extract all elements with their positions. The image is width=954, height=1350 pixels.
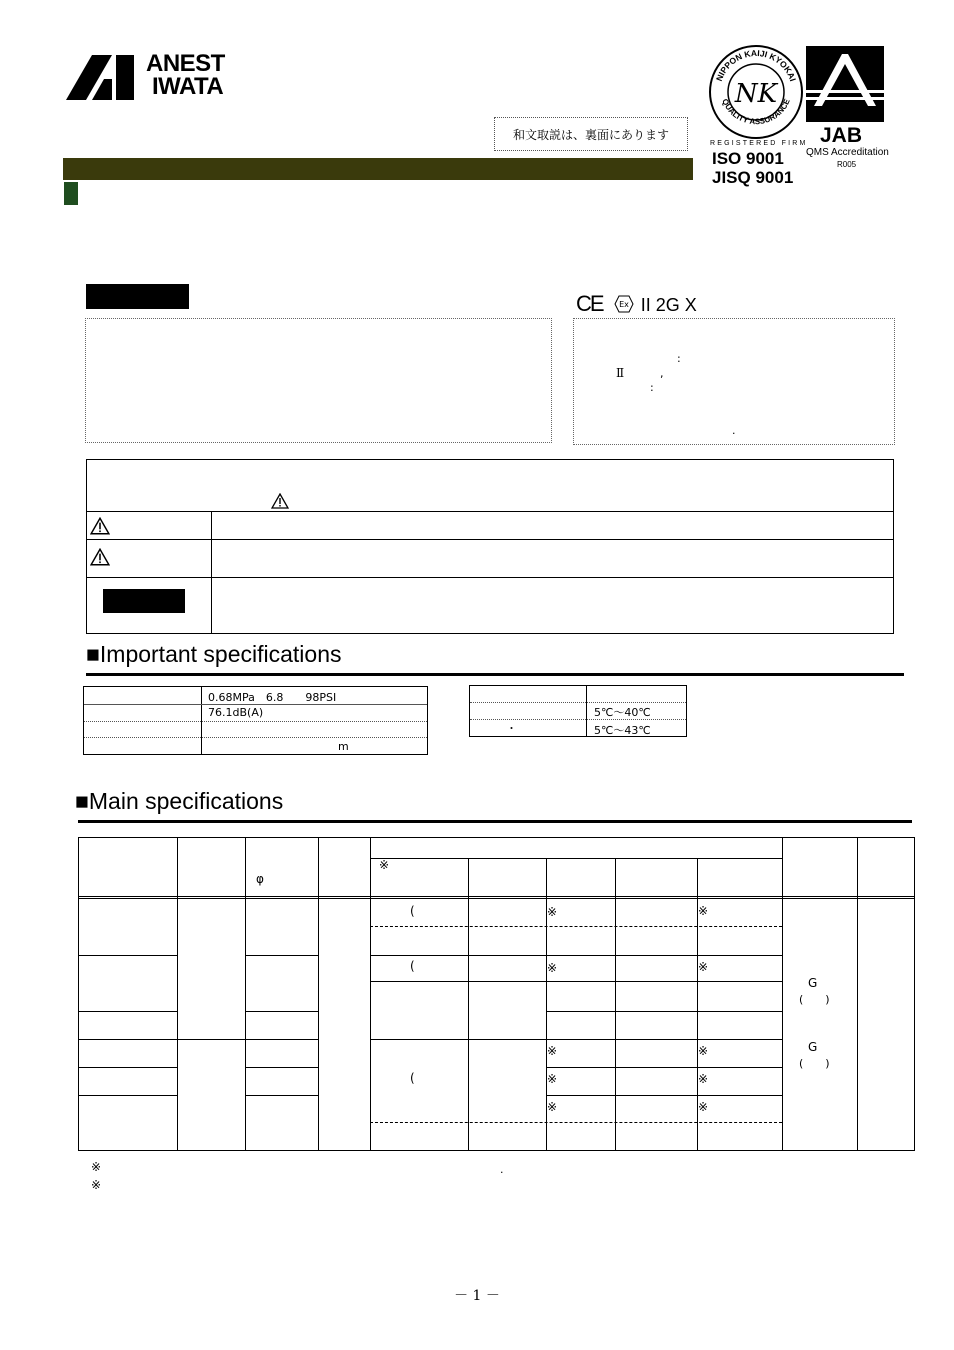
jab-accreditation-mark bbox=[806, 46, 889, 172]
qms-accreditation-label: QMS Accreditation bbox=[806, 147, 889, 158]
row4-ref-a: ※ bbox=[547, 1044, 558, 1058]
title-bar bbox=[63, 158, 693, 180]
footnote-dot: . bbox=[500, 1163, 504, 1176]
row1-ref-b: ※ bbox=[698, 904, 709, 918]
header-ref-mark: ※ bbox=[379, 858, 390, 872]
row2-ref-a: ※ bbox=[547, 961, 558, 975]
atex-box-colon-1: : bbox=[677, 352, 681, 365]
black-heading-label bbox=[86, 284, 189, 309]
row5-ref-b: ※ bbox=[698, 1072, 709, 1086]
row5-paren: ( bbox=[410, 1071, 415, 1085]
atex-box-group: Ⅱ bbox=[616, 366, 625, 380]
japanese-manual-note: 和文取説は、裏面にあります bbox=[494, 117, 688, 151]
important-specs-right-table bbox=[469, 685, 687, 737]
spec-length-unit: m bbox=[338, 740, 349, 753]
ce-mark-icon: CE bbox=[576, 291, 603, 316]
page-number: － 1 － bbox=[454, 1288, 500, 1304]
registered-firm-label: REGISTERED FIRM bbox=[710, 140, 808, 147]
row1-paren: ( bbox=[410, 904, 415, 918]
thread-g-label-1: G bbox=[808, 976, 818, 990]
important-specs-rule bbox=[86, 673, 904, 676]
row1-ref-a: ※ bbox=[547, 905, 558, 919]
brand-name-line2: IWATA bbox=[152, 73, 224, 100]
jab-mark-icon bbox=[806, 46, 884, 122]
jisq-9001-label: JISQ 9001 bbox=[712, 168, 794, 187]
header-phi-symbol: φ bbox=[256, 872, 264, 886]
caution-triangle-icon bbox=[90, 548, 110, 566]
seal-ring-top-text: NIPPON KAIJI KYOKAI bbox=[713, 47, 799, 83]
footnote-mark-2: ※ bbox=[91, 1178, 102, 1192]
row2-ref-b: ※ bbox=[698, 960, 709, 974]
svg-text:Ex: Ex bbox=[618, 300, 629, 309]
spec-pressure-value: 0.68MPa 6.8 98PSI bbox=[208, 691, 337, 704]
svg-text:NIPPON KAIJI KYOKAI bbox=[714, 48, 798, 83]
ambient-temp-value: 5℃～40℃ bbox=[594, 706, 651, 719]
fluid-temp-value: 5℃～43℃ bbox=[594, 724, 651, 737]
seal-center-text: NK bbox=[734, 79, 778, 109]
atex-category-text: II 2G X bbox=[640, 295, 697, 315]
thread-paren-1: ( ) bbox=[799, 993, 830, 1006]
warning-triangle-icon bbox=[271, 493, 289, 509]
thread-paren-2: ( ) bbox=[799, 1057, 830, 1070]
row6-ref-a: ※ bbox=[547, 1100, 558, 1114]
main-specs-title: ■Main specifications bbox=[75, 788, 284, 814]
nk-certification-seal bbox=[708, 44, 804, 140]
spec-noise-value: 76.1dB(A) bbox=[208, 706, 264, 719]
important-specs-title: ■Important specifications bbox=[86, 641, 342, 667]
safety-symbol-table bbox=[86, 459, 894, 634]
row6-ref-b: ※ bbox=[698, 1100, 709, 1114]
atex-box-comma: , bbox=[660, 367, 664, 380]
qms-code-label: R005 bbox=[837, 160, 857, 169]
brand-logo bbox=[66, 50, 256, 101]
atex-marking bbox=[576, 291, 697, 315]
danger-triangle-icon bbox=[90, 517, 110, 535]
atex-box-colon-2: : bbox=[650, 381, 654, 394]
main-specs-table bbox=[78, 837, 915, 1151]
nk-seal-icon bbox=[708, 44, 804, 140]
atex-box-period: . bbox=[732, 424, 736, 437]
temp-row3-bullet: ・ bbox=[506, 722, 517, 735]
atex-info-box bbox=[573, 318, 895, 445]
notice-black-label bbox=[103, 589, 185, 613]
iso-9001-label: ISO 9001 bbox=[712, 149, 784, 168]
seal-ring-bottom-text: QUALITY ASSURANCE bbox=[720, 97, 792, 127]
row4-ref-b: ※ bbox=[698, 1044, 709, 1058]
important-specs-left-table bbox=[83, 686, 428, 755]
subtitle-marker bbox=[64, 182, 78, 205]
brand-logo-mark-icon bbox=[66, 55, 144, 100]
left-dotted-box bbox=[85, 318, 552, 443]
jab-label: JAB bbox=[820, 124, 863, 147]
row5-ref-a: ※ bbox=[547, 1072, 558, 1086]
brand-name-line1: ANEST bbox=[146, 50, 225, 77]
row2-paren: ( bbox=[410, 959, 415, 973]
thread-g-label-2: G bbox=[808, 1040, 818, 1054]
ex-hexagon-icon bbox=[614, 295, 634, 313]
footnote-mark-1: ※ bbox=[91, 1160, 102, 1174]
main-specs-rule bbox=[78, 820, 912, 823]
